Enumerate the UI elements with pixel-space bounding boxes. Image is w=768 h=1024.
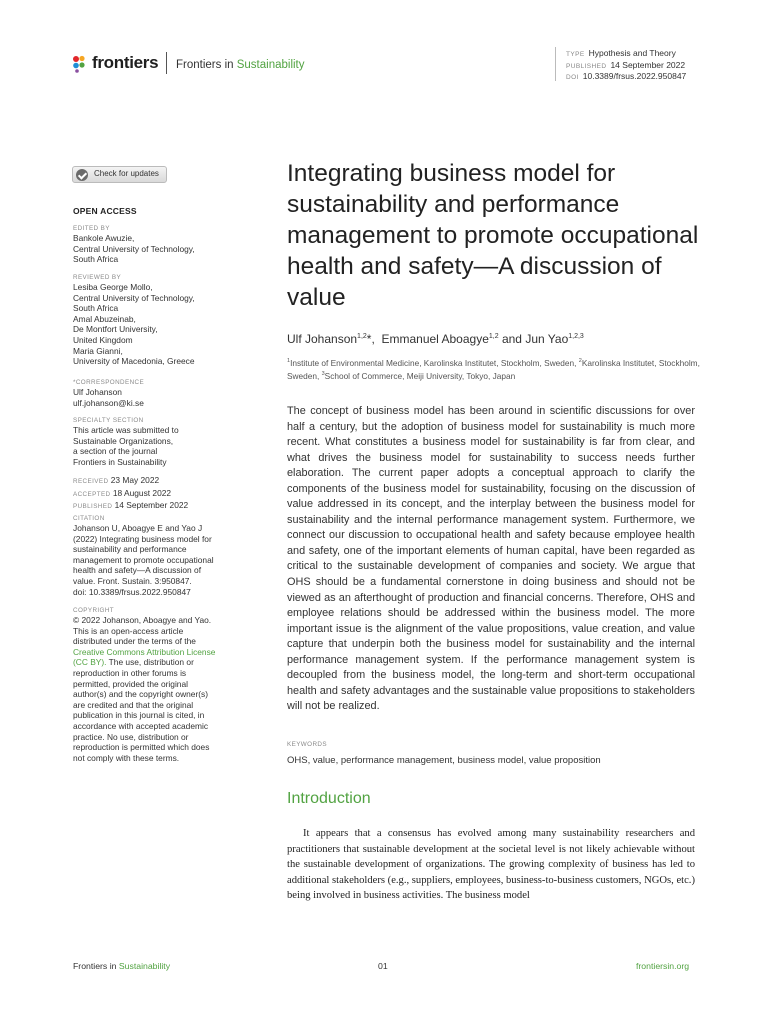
reviewed-by-section: REVIEWED BY Lesiba George Mollo, Central University of Technology, South Africa Amal Abuzeinab, De Montfort University, United Kingdom Maria Gianni, University of Macedonia, Greece xyxy=(73,274,195,367)
header-divider xyxy=(166,52,167,74)
cc-by-link[interactable]: (CC BY). xyxy=(73,657,107,668)
affiliations: $^1$Institute of Environmental Medicine, Karolinska Institutet, Stockholm, Sweden, $^2$Karolinska Institutet, Stockholm, Sweden, $^3$School of Commerce, Meiji University, Tokyo, Japan xyxy=(287,357,700,382)
frontiers-logo-icon xyxy=(72,55,90,73)
frontiers-wordmark[interactable]: frontiers xyxy=(92,53,159,72)
open-access-label: OPEN ACCESS xyxy=(73,206,137,216)
author-name[interactable]: Jun Yao xyxy=(525,332,569,346)
dates-section: RECEIVED 23 May 2022 ACCEPTED 18 August 2022 PUBLISHED 14 September 2022 xyxy=(73,475,189,511)
check-for-updates-label: Check for updates xyxy=(94,169,159,178)
check-icon xyxy=(76,169,88,181)
introduction-heading: Introduction xyxy=(287,790,371,807)
journal-accent: Sustainability xyxy=(236,59,305,71)
keywords: OHS, value, performance management, business model, value proposition xyxy=(287,755,601,766)
author-name[interactable]: Emmanuel Aboagye xyxy=(381,332,489,346)
meta-doi[interactable]: DOI 10.3389/frsus.2022.950847 xyxy=(566,71,687,81)
page-number: 01 xyxy=(378,961,388,971)
edited-by-section: EDITED BY Bankole Awuzie, Central University of Technology, South Africa xyxy=(73,225,195,265)
check-for-updates-button[interactable] xyxy=(72,166,167,183)
correspondence-section: *CORRESPONDENCE Ulf Johanson ulf.johanson@ki.se xyxy=(73,378,243,408)
copyright-section: COPYRIGHT © 2022 Johanson, Aboagye and Yao. This is an open-access article distributed under the terms of the Creative Commons Attribution License (CC BY). The use, distribution or reproduction in other forums is permitted, provided the original author(s) and the copyright owner(s) are credited and that the original publication in this journal is cited, in accordance with accepted academic practice. No use, distribution or reproduction is permitted which does not comply with these terms. xyxy=(73,606,243,763)
author-list: Ulf Johanson$^{1,2}$*, Emmanuel Aboagye$^{1,2}$ and Jun Yao$^{1,2,3}$ xyxy=(287,332,584,346)
meta-divider xyxy=(555,47,556,81)
footer-journal[interactable]: Frontiers in Sustainability xyxy=(73,961,171,971)
meta-published: PUBLISHED 14 September 2022 xyxy=(566,60,686,70)
introduction-paragraph: It appears that a consensus has evolved among many sustainability researchers and practitioners that sustainable development at the societal level is not likely achievable without the sustainable development of organizations. The growing complexity of business has led to additional stakeholders (e.g., suppliers, employees, business-to-business customers, NGOs, etc.) being involved in business activities. The business model xyxy=(287,828,695,902)
specialty-section: SPECIALTY SECTION This article was submitted to Sustainable Organizations, a section of the journal Frontiers in Sustainability xyxy=(73,417,179,467)
citation-section: CITATION Johanson U, Aboagye E and Yao J (2022) Integrating business model for sustainability and performance management to promote occupational health and safety—A discussion of value. Front. Sustain. 3:950847. doi: 10.3389/frsus.2022.950847 xyxy=(73,515,214,597)
abstract: The concept of business model has been around in scientific discussions for over half a century, but the adoption of business model for sustainability is much more recent. What constitutes a business model for sustainability is far from clear, and what drives the business model for sustainability to success needs further elaboration. The current paper adopts a conceptual approach to clarify the components of the business model for sustainability, focusing on the discussion of value addressed in its concept, and the interplay between the business model for sustainability and the internal performance management system. Furthermore, we connect our discussion to occupational health and safety because employee health and safety, one of the important elements of human capital, have been regarded as critical to the sustainable development of companies and society. We argue that OHS should be a fundamental cornerstone in doing business and should not be viewed as an afterthought of production and financial concerns. Therefore, OHS and employee relations should be addressed within the business model. The more important issue is the alignment of the value propositions, value creation, and value capture that underpin both the business model for sustainability and the internal performance management system. If the performance management system is decoupled from the business model, the long-term and short-term occupational health and safety advantages and the sustainable value propositions to stakeholders will not be realized. xyxy=(287,405,695,713)
author-name[interactable]: Ulf Johanson xyxy=(287,332,358,346)
meta-type: TYPE Hypothesis and Theory xyxy=(566,48,676,58)
correspondence-email[interactable]: ulf.johanson@ki.se xyxy=(73,397,144,408)
journal-prefix: Frontiers in xyxy=(176,59,234,71)
footer-site-link[interactable]: frontiersin.org xyxy=(636,961,690,971)
article-title: Integrating business model for sustainability and performance management to promote occupational health and safety—A discussion of value xyxy=(287,160,699,311)
journal-name[interactable] xyxy=(176,59,305,71)
cc-license-link[interactable]: Creative Commons Attribution License xyxy=(73,646,216,657)
keywords-label: KEYWORDS xyxy=(287,741,327,748)
